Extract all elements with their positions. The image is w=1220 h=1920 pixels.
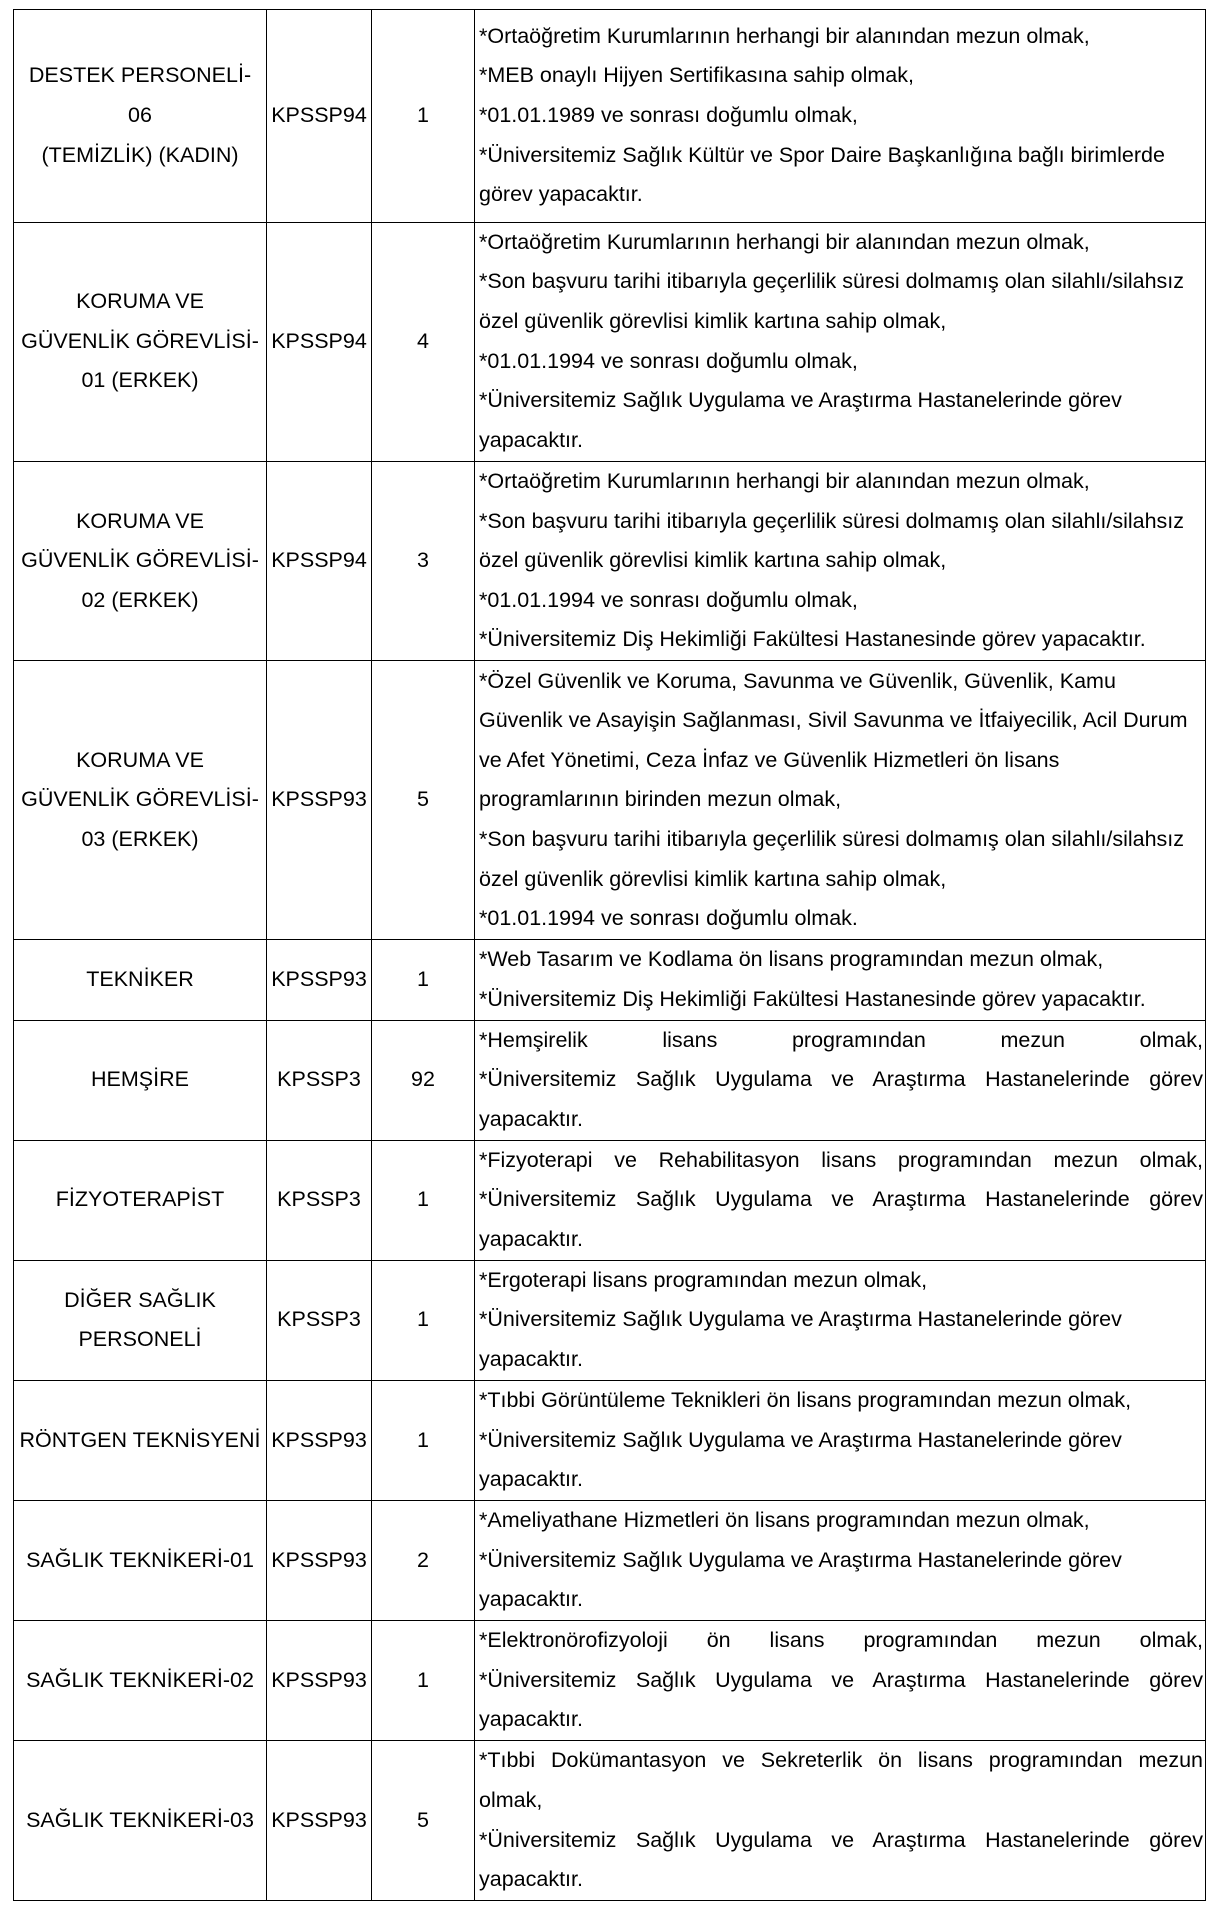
position-title-line: GÜVENLİK GÖREVLİSİ- [21, 548, 259, 573]
position-title-line: 02 (ERKEK) [81, 587, 199, 612]
position-title-cell [14, 1500, 267, 1620]
requirement-line: *MEB onaylı Hijyen Sertifikasına sahip olmak, [479, 63, 914, 88]
quota-count-cell: 5 [372, 1741, 475, 1901]
exam-code-cell: KPSSP93 [267, 1621, 372, 1741]
position-title-line: DİĞER SAĞLIK [64, 1287, 216, 1312]
quota-count-cell: 1 [372, 940, 475, 1020]
exam-code-cell: KPSSP94 [267, 461, 372, 661]
exam-code-cell: KPSSP93 [267, 1380, 372, 1500]
requirement-line: *Özel Güvenlik ve Koruma, Savunma ve Güvenlik, Güvenlik, Kamu [479, 668, 1116, 693]
requirements-cell [475, 1380, 1206, 1500]
quota-count-cell: 3 [372, 461, 475, 661]
requirement-line: *Üniversitemiz Sağlık Uygulama ve Araştırma Hastanelerinde görev [479, 388, 1122, 413]
requirement-line: yapacaktır. [479, 1587, 583, 1612]
position-title-cell [14, 940, 267, 1020]
requirement-line: *Üniversitemiz Diş Hekimliği Fakültesi Hastanesinde görev yapacaktır. [479, 627, 1146, 652]
requirement-line: *Üniversitemiz Sağlık Uygulama ve Araştırma Hastanelerinde görev [479, 1427, 1122, 1452]
position-title-line: 01 (ERKEK) [81, 368, 199, 393]
exam-code-cell: KPSSP94 [267, 10, 372, 223]
quota-count-cell: 1 [372, 1380, 475, 1500]
quota-count-cell: 1 [372, 1260, 475, 1380]
requirement-line: *Üniversitemiz Sağlık Uygulama ve Araştırma Hastanelerinde görev [479, 1667, 1203, 1692]
requirement-line: *Elektronörofizyoloji ön lisans programından mezun olmak, [479, 1628, 1203, 1653]
requirements-cell [475, 1020, 1206, 1140]
requirement-line: *Ortaöğretim Kurumlarının herhangi bir alanından mezun olmak, [479, 23, 1090, 48]
requirement-line: programlarının birinden mezun olmak, [479, 787, 842, 812]
position-title-cell [14, 1621, 267, 1741]
requirement-line: *Son başvuru tarihi itibarıyla geçerlilik süresi dolmamış olan silahlı/silahsız [479, 269, 1185, 294]
position-title-line: SAĞLIK TEKNİKERİ-02 [26, 1667, 254, 1692]
requirement-line: *Fizyoterapi ve Rehabilitasyon lisans programından mezun olmak, [479, 1147, 1203, 1172]
position-title-line: 06 [128, 102, 152, 127]
table-row [14, 1380, 1206, 1500]
position-title-line: SAĞLIK TEKNİKERİ-01 [26, 1547, 254, 1572]
table-row [14, 940, 1206, 1020]
position-title-line: KORUMA VE [76, 289, 204, 314]
requirement-line: *Son başvuru tarihi itibarıyla geçerlilik süresi dolmamış olan silahlı/silahsız [479, 508, 1185, 533]
requirement-line: yapacaktır. [479, 1226, 583, 1251]
requirement-line: *01.01.1994 ve sonrası doğumlu olmak, [479, 587, 858, 612]
requirement-line: yapacaktır. [479, 1707, 583, 1732]
position-title-cell [14, 1741, 267, 1901]
requirement-line: *Üniversitemiz Sağlık Uygulama ve Araştırma Hastanelerinde görev [479, 1827, 1203, 1852]
requirement-line: *01.01.1994 ve sonrası doğumlu olmak, [479, 348, 858, 373]
requirement-line: *Üniversitemiz Sağlık Uygulama ve Araştırma Hastanelerinde görev [479, 1307, 1122, 1332]
requirement-line: *Web Tasarım ve Kodlama ön lisans programından mezun olmak, [479, 947, 1104, 972]
position-title-line: KORUMA VE [76, 747, 204, 772]
position-title-line: SAĞLIK TEKNİKERİ-03 [26, 1807, 254, 1832]
table-row [14, 222, 1206, 461]
position-title-line: FİZYOTERAPİST [55, 1187, 225, 1212]
position-title-line: KORUMA VE [76, 508, 204, 533]
exam-code-cell: KPSSP93 [267, 661, 372, 940]
table-row [14, 1500, 1206, 1620]
exam-code-cell: KPSSP94 [267, 222, 372, 461]
position-title-cell [14, 1140, 267, 1260]
table-row [14, 1741, 1206, 1901]
requirement-line: özel güvenlik görevlisi kimlik kartına sahip olmak, [479, 309, 947, 334]
exam-code-cell: KPSSP3 [267, 1260, 372, 1380]
quota-count-cell: 1 [372, 1140, 475, 1260]
position-title-cell [14, 10, 267, 223]
requirements-cell [475, 661, 1206, 940]
position-title-line: RÖNTGEN TEKNİSYENİ [19, 1427, 261, 1452]
position-title-line: GÜVENLİK GÖREVLİSİ- [21, 787, 259, 812]
exam-code-cell: KPSSP3 [267, 1140, 372, 1260]
requirement-line: yapacaktır. [479, 1867, 583, 1892]
requirements-cell [475, 940, 1206, 1020]
position-title-line: TEKNİKER [86, 967, 194, 992]
requirement-line: *Ortaöğretim Kurumlarının herhangi bir alanından mezun olmak, [479, 469, 1090, 494]
requirement-line: özel güvenlik görevlisi kimlik kartına sahip olmak, [479, 866, 947, 891]
requirements-cell [475, 1260, 1206, 1380]
requirements-cell [475, 1140, 1206, 1260]
table-row [14, 661, 1206, 940]
table-row [14, 1020, 1206, 1140]
requirements-cell [475, 10, 1206, 223]
requirement-line: olmak, [479, 1787, 543, 1812]
requirement-line: *Son başvuru tarihi itibarıyla geçerlilik süresi dolmamış olan silahlı/silahsız [479, 826, 1185, 851]
position-table [13, 9, 1206, 1901]
table-body [14, 10, 1206, 1901]
requirements-cell [475, 222, 1206, 461]
requirement-line: yapacaktır. [479, 1467, 583, 1492]
requirement-line: *Üniversitemiz Sağlık Uygulama ve Araştırma Hastanelerinde görev [479, 1067, 1203, 1092]
position-title-cell [14, 1260, 267, 1380]
table-row [14, 461, 1206, 661]
quota-count-cell: 5 [372, 661, 475, 940]
position-title-cell [14, 222, 267, 461]
position-title-cell [14, 661, 267, 940]
requirements-cell [475, 1500, 1206, 1620]
requirement-line: *Üniversitemiz Sağlık Kültür ve Spor Daire Başkanlığına bağlı birimlerde [479, 142, 1165, 167]
quota-count-cell: 92 [372, 1020, 475, 1140]
exam-code-cell: KPSSP93 [267, 1741, 372, 1901]
position-title-cell [14, 1020, 267, 1140]
table-row [14, 1621, 1206, 1741]
requirement-line: Güvenlik ve Asayişin Sağlanması, Sivil Savunma ve İtfaiyecilik, Acil Durum [479, 708, 1188, 733]
requirement-line: *Tıbbi Görüntüleme Teknikleri ön lisans programından mezun olmak, [479, 1387, 1132, 1412]
exam-code-cell: KPSSP3 [267, 1020, 372, 1140]
requirement-line: *Üniversitemiz Sağlık Uygulama ve Araştırma Hastanelerinde görev [479, 1187, 1203, 1212]
requirement-line: *Ameliyathane Hizmetleri ön lisans programından mezun olmak, [479, 1508, 1090, 1533]
requirement-line: yapacaktır. [479, 1106, 583, 1131]
position-title-line: PERSONELİ [78, 1327, 202, 1352]
quota-count-cell: 1 [372, 10, 475, 223]
position-title-line: GÜVENLİK GÖREVLİSİ- [21, 328, 259, 353]
position-title-cell [14, 461, 267, 661]
exam-code-cell: KPSSP93 [267, 1500, 372, 1620]
table-row [14, 1260, 1206, 1380]
requirements-cell [475, 461, 1206, 661]
requirements-cell [475, 1741, 1206, 1901]
requirement-line: görev yapacaktır. [479, 182, 643, 207]
requirement-line: yapacaktır. [479, 427, 583, 452]
position-title-line: DESTEK PERSONELİ- [28, 63, 252, 88]
position-title-line: HEMŞİRE [91, 1067, 189, 1092]
requirement-line: *Üniversitemiz Sağlık Uygulama ve Araştırma Hastanelerinde görev [479, 1547, 1122, 1572]
table-row [14, 10, 1206, 223]
requirement-line: *01.01.1989 ve sonrası doğumlu olmak, [479, 102, 858, 127]
quota-count-cell: 1 [372, 1621, 475, 1741]
requirement-line: *Hemşirelik lisans programından mezun olmak, [479, 1027, 1203, 1052]
quota-count-cell: 4 [372, 222, 475, 461]
requirement-line: *Üniversitemiz Diş Hekimliği Fakültesi Hastanesinde görev yapacaktır. [479, 986, 1146, 1011]
table-row [14, 1140, 1206, 1260]
requirement-line: özel güvenlik görevlisi kimlik kartına sahip olmak, [479, 548, 947, 573]
position-title-line: 03 (ERKEK) [81, 826, 199, 851]
requirement-line: *Ortaöğretim Kurumlarının herhangi bir alanından mezun olmak, [479, 229, 1090, 254]
requirement-line: *Ergoterapi lisans programından mezun olmak, [479, 1267, 928, 1292]
requirement-line: yapacaktır. [479, 1347, 583, 1372]
exam-code-cell: KPSSP93 [267, 940, 372, 1020]
requirements-cell [475, 1621, 1206, 1741]
requirement-line: ve Afet Yönetimi, Ceza İnfaz ve Güvenlik Hizmetleri ön lisans [479, 747, 1060, 772]
requirement-line: *01.01.1994 ve sonrası doğumlu olmak. [479, 906, 858, 931]
quota-count-cell: 2 [372, 1500, 475, 1620]
position-title-line: (TEMİZLİK) (KADIN) [41, 142, 239, 167]
requirement-line: *Tıbbi Dokümantasyon ve Sekreterlik ön lisans programından mezun [479, 1748, 1203, 1773]
position-title-cell [14, 1380, 267, 1500]
